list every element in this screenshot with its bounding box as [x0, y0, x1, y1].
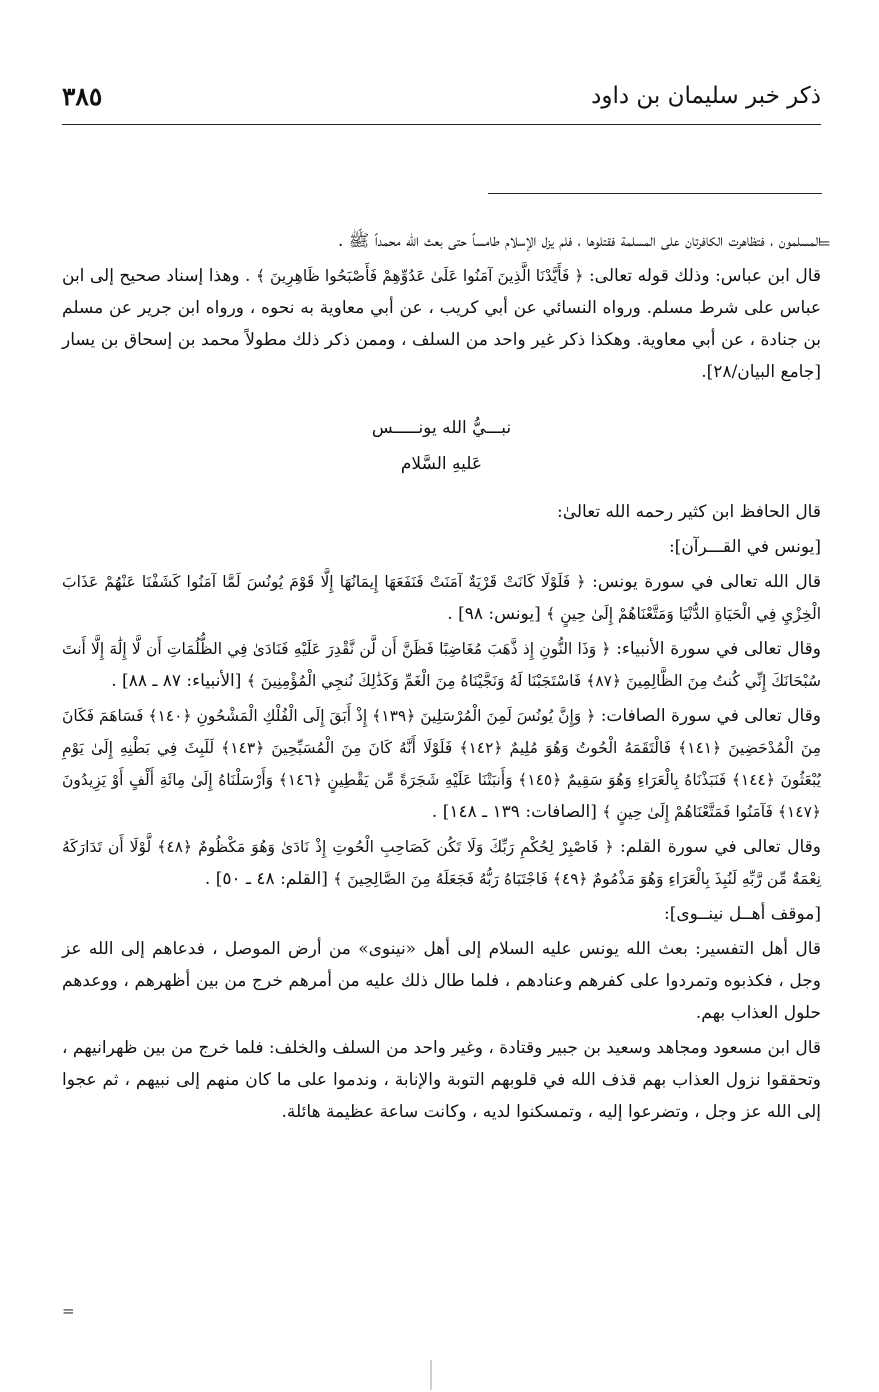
section-title-name: نبـــيُّ الله يونـــــس [371, 418, 512, 438]
section-title-salutation: عَليهِ السَّلام [400, 454, 483, 474]
section-title [62, 412, 821, 480]
page-number: ٣٨٥ [62, 81, 103, 111]
page-header [62, 68, 821, 125]
verse-intro: وقال تعالى في سورة الأنبياء: [616, 639, 821, 659]
verse-paragraph [62, 633, 821, 697]
verse-intro: وقال تعالى في سورة الصافات: [600, 706, 821, 726]
paragraph: المسلمون ، فتظاهرت الكافرتان على المسلمة فقتلوها ، فلم يزل الإسلام طامساً حتى بعث الله محمداً ﷺ . [337, 231, 821, 251]
subheading: [موقف أهــل نينــوى]: [664, 904, 821, 924]
margin-mark: = [62, 1302, 75, 1320]
page-body [62, 225, 821, 1131]
verse-reference: [الأنبياء: ٨٧ ـ ٨٨] . [111, 671, 242, 691]
footnote-separator-rule [488, 193, 822, 194]
gutter-mark [430, 1360, 432, 1390]
verse-reference: [الصافات: ١٣٩ ـ ١٤٨] . [431, 802, 597, 822]
quran-verse: ﴿ وَإِنَّ يُونُسَ لَمِنَ الْمُرْسَلِينَ ﴿١٣٩﴾ إِذْ أَبَقَ إِلَى الْفُلْكِ الْمَشْحُونِ ﴿١٤٠﴾ فَسَاهَمَ فَكَانَ مِنَ الْمُدْحَضِينَ ﴿١٤١﴾ فَالْتَقَمَهُ الْحُوتُ وَهُوَ مُلِيمٌ ﴿١٤٢﴾ فَلَوْلَا أَنَّهُ كَانَ مِنَ الْمُسَبِّحِينَ ﴿١٤٣﴾ لَلَبِثَ فِي بَطْنِهِ إِلَىٰ يَوْمِ يُبْعَثُونَ ﴿١٤٤﴾ فَنَبَذْنَاهُ بِالْعَرَاءِ وَهُوَ سَقِيمٌ ﴿١٤٥﴾ وَأَنبَتْنَا عَلَيْهِ شَجَرَةً مِّن يَقْطِينٍ ﴿١٤٦﴾ وَأَرْسَلْنَاهُ إِلَىٰ مِائَةِ أَلْفٍ أَوْ يَزِيدُونَ ﴿١٤٧﴾ فَآمَنُوا فَمَتَّعْنَاهُمْ إِلَىٰ حِينٍ ﴾ [62, 707, 821, 821]
paragraph: قال ابن مسعود ومجاهد وسعيد بن جبير وقتادة ، وغير واحد من السلف والخلف: فلما خرج من بين ظهرانيهم ، وتحققوا نزول العذاب بهم قذف الله في قلوبهم التوبة والإنابة ، وندموا على ما كان منهم إلى نبيهم ، ثم عجوا إلى الله عز وجل ، وتضرعوا إليه ، وتمسكنوا لديه ، وكانت ساعة عظيمة هائلة. [62, 1038, 821, 1122]
quran-verse: ﴿ وَذَا النُّونِ إِذ ذَّهَبَ مُغَاضِبًا فَظَنَّ أَن لَّن نَّقْدِرَ عَلَيْهِ فَنَادَىٰ فِي الظُّلُمَاتِ أَن لَّا إِلَٰهَ إِلَّا أَنتَ سُبْحَانَكَ إِنِّي كُنتُ مِنَ الظَّالِمِينَ ﴿٨٧﴾ فَاسْتَجَبْنَا لَهُ وَنَجَّيْنَاهُ مِنَ الْغَمِّ وَكَذَٰلِكَ نُنجِي الْمُؤْمِنِينَ ﴾ [62, 640, 821, 690]
margin-mark: = [818, 234, 831, 252]
verse-paragraph [62, 831, 821, 895]
verse-reference: [القلم: ٤٨ ـ ٥٠] . [204, 869, 328, 889]
paragraph: قال أهل التفسير: بعث الله يونس عليه السلام إلى أهل «نينوى» من أرض الموصل ، فدعاهم إلى الله عز وجل ، فكذبوه وتمردوا على كفرهم وعنادهم ، فلما طال ذلك عليه من أمرهم خرج من بين أظهرهم ، ووعدهم حلول العذاب بهم. [62, 939, 821, 1023]
paragraph-text: . وهذا إسناد صحيح إلى ابن عباس على شرط مسلم. ورواه النسائي عن أبي كريب ، عن أبي معاوية به نحوه ، ورواه ابن جرير عن مسلم بن جنادة ، عن أبي معاوية. وهكذا ذكر غير واحد من السلف ، وممن ذكر ذلك مطولاً محمد بن إسحاق بن يسار [جامع البيان/٢٨]. [62, 266, 821, 382]
verse-intro: وقال تعالى في سورة القلم: [620, 837, 821, 857]
verse-reference: [يونس: ٩٨] . [447, 604, 541, 624]
paragraph-text: قال ابن عباس: وذلك قوله تعالى: [588, 266, 822, 286]
verse-paragraph [62, 566, 821, 630]
paragraph [62, 260, 821, 388]
quran-verse: ﴿ فَأَيَّدْنَا الَّذِينَ آمَنُوا عَلَىٰ عَدُوِّهِمْ فَأَصْبَحُوا ظَاهِرِينَ ﴾ [255, 267, 584, 285]
subheading: [يونس في القـــرآن]: [668, 537, 821, 557]
author-intro: قال الحافظ ابن كثير رحمه الله تعالىٰ: [556, 502, 821, 522]
verse-intro: قال الله تعالى في سورة يونس: [592, 572, 821, 592]
quran-verse: ﴿ فَاصْبِرْ لِحُكْمِ رَبِّكَ وَلَا تَكُن كَصَاحِبِ الْحُوتِ إِذْ نَادَىٰ وَهُوَ مَكْظُومٌ ﴿٤٨﴾ لَّوْلَا أَن تَدَارَكَهُ نِعْمَةٌ مِّن رَّبِّهِ لَنُبِذَ بِالْعَرَاءِ وَهُوَ مَذْمُومٌ ﴿٤٩﴾ فَاجْتَبَاهُ رَبُّهُ فَجَعَلَهُ مِنَ الصَّالِحِينَ ﴾ [62, 838, 821, 888]
quran-verse: ﴿ فَلَوْلَا كَانَتْ قَرْيَةٌ آمَنَتْ فَنَفَعَهَا إِيمَانُهَا إِلَّا قَوْمَ يُونُسَ لَمَّا آمَنُوا كَشَفْنَا عَنْهُمْ عَذَابَ الْخِزْيِ فِي الْحَيَاةِ الدُّنْيَا وَمَتَّعْنَاهُمْ إِلَىٰ حِينٍ ﴾ [62, 573, 821, 623]
running-title: ذكر خبر سليمان بن داود [591, 83, 821, 109]
verse-paragraph [62, 700, 821, 828]
